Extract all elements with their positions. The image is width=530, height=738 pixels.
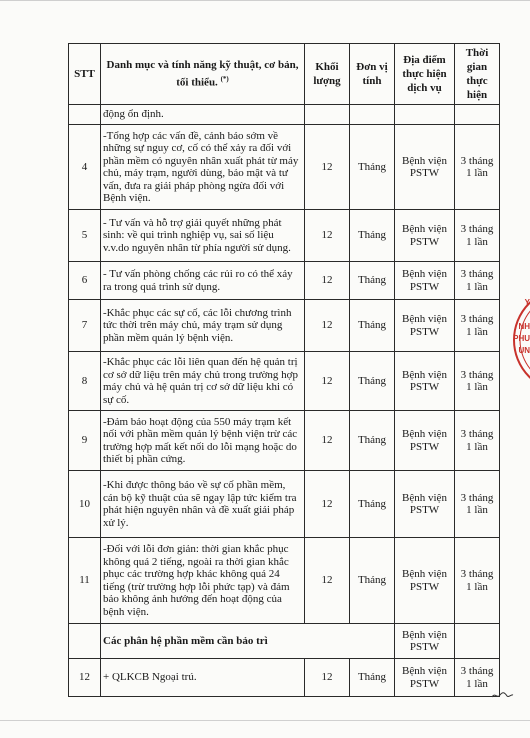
table-row: [69, 352, 500, 411]
group-time-cell: [455, 624, 500, 659]
row-unit: Tháng: [350, 210, 395, 262]
table-row: [69, 659, 500, 697]
table-row: [69, 210, 500, 262]
stamp-text: UN: [518, 346, 530, 355]
row-volume: 12: [305, 538, 350, 624]
table-row: [69, 300, 500, 352]
row-time: 3 tháng 1 lần: [455, 471, 500, 538]
row-time: 3 tháng 1 lần: [455, 300, 500, 352]
row-location: Bệnh viện PSTW: [395, 659, 455, 697]
row-unit: Tháng: [350, 300, 395, 352]
row-location: Bệnh viện PSTW: [395, 262, 455, 300]
continuation-row: [69, 105, 500, 125]
row-volume: 12: [305, 471, 350, 538]
group-stt-cell: [69, 624, 101, 659]
row-unit: Tháng: [350, 262, 395, 300]
row-volume: 12: [305, 210, 350, 262]
row-location: Bệnh viện PSTW: [395, 538, 455, 624]
row-stt: 6: [69, 262, 101, 300]
header-location: Địa điểm thực hiện dịch vụ: [395, 44, 455, 105]
row-description: -Đối với lỗi đơn giản: thời gian khắc phục không quá 2 tiếng, ngoài ra thời gian khắc phục các trường hợp khác không quá 24 tiếng (trừ trường hợp lỗi phức tạp) và đảm bảo không ảnh hưởng đến hoạt động của bệnh viện.: [101, 538, 305, 624]
row-volume: 12: [305, 352, 350, 411]
row-description: -Khắc phục các lỗi liên quan đến hệ quản trị cơ sở dữ liệu trên máy chủ trong trường hợp máy chủ và hệ quản trị cơ sở dữ liệu khi có sự cố.: [101, 352, 305, 411]
row-stt: 10: [69, 471, 101, 538]
row-unit: Tháng: [350, 538, 395, 624]
header-unit: Đơn vị tính: [350, 44, 395, 105]
row-time: 3 tháng 1 lần: [455, 352, 500, 411]
stamp-text: PHU: [513, 334, 530, 343]
row-location: Bệnh viện PSTW: [395, 300, 455, 352]
row-volume: 12: [305, 300, 350, 352]
row-time: 3 tháng 1 lần: [455, 262, 500, 300]
row-time: 3 tháng 1 lần: [455, 125, 500, 210]
header-category-text: Danh mục và tính năng kỹ thuật, cơ bản, tối thiểu.: [106, 59, 299, 89]
header-category: [101, 44, 305, 105]
group-location: Bệnh viện PSTW: [395, 624, 455, 659]
row-stt: 8: [69, 352, 101, 411]
red-stamp-fragment: [508, 292, 530, 388]
header-stt: STT: [69, 44, 101, 105]
table-row: [69, 262, 500, 300]
signature-scribble-icon: [490, 689, 514, 701]
row-location: Bệnh viện PSTW: [395, 411, 455, 471]
service-table: [68, 43, 500, 697]
header-category-note: (*): [220, 75, 229, 84]
stamp-text: NH: [518, 322, 530, 331]
continuation-text: động ổn định.: [101, 105, 305, 125]
row-stt: 4: [69, 125, 101, 210]
row-description: -Khắc phục các sự cố, các lỗi chương trình tức thời trên máy chủ, máy trạm sử dụng phần mềm quản lý bệnh viện.: [101, 300, 305, 352]
row-stt: 12: [69, 659, 101, 697]
row-unit: Tháng: [350, 411, 395, 471]
page-top-edge: [0, 0, 530, 1]
group-label: Các phân hệ phần mềm cần bảo trì: [101, 624, 395, 659]
group-row: [69, 624, 500, 659]
continuation-empty-cell: [350, 105, 395, 125]
row-description: - Tư vấn phòng chống các rủi ro có thể xảy ra trong quá trình sử dụng.: [101, 262, 305, 300]
row-unit: Tháng: [350, 352, 395, 411]
row-location: Bệnh viện PSTW: [395, 210, 455, 262]
row-description: -Đảm bảo hoạt động của 550 máy trạm kết nối với phần mềm quản lý bệnh viện trừ các trường hợp mất kết nối do lỗi mạng hoặc do thiết bị phần cứng.: [101, 411, 305, 471]
row-volume: 12: [305, 125, 350, 210]
continuation-stt-cell: [69, 105, 101, 125]
row-volume: 12: [305, 262, 350, 300]
row-location: Bệnh viện PSTW: [395, 125, 455, 210]
row-stt: 5: [69, 210, 101, 262]
row-volume: 12: [305, 659, 350, 697]
signature-mark: [490, 688, 514, 706]
continuation-empty-cell: [395, 105, 455, 125]
row-unit: Tháng: [350, 659, 395, 697]
row-time: 3 tháng 1 lần: [455, 411, 500, 471]
continuation-empty-cell: [305, 105, 350, 125]
row-description: + QLKCB Ngoại trú.: [101, 659, 305, 697]
page-bottom-edge: [0, 720, 530, 721]
row-unit: Tháng: [350, 471, 395, 538]
row-location: Bệnh viện PSTW: [395, 352, 455, 411]
table-row: [69, 125, 500, 210]
header-row: [69, 44, 500, 105]
row-description: -Khi được thông báo về sự cố phần mềm, cán bộ kỹ thuật của sẽ ngay lập tức kiểm tra phát hiện nguyên nhân và đề xuất giải pháp xử lý.: [101, 471, 305, 538]
row-stt: 11: [69, 538, 101, 624]
row-time: 3 tháng 1 lần: [455, 659, 500, 697]
table-row: [69, 538, 500, 624]
row-location: Bệnh viện PSTW: [395, 471, 455, 538]
row-volume: 12: [305, 411, 350, 471]
row-time: 3 tháng 1 lần: [455, 210, 500, 262]
header-volume: Khối lượng: [305, 44, 350, 105]
continuation-empty-cell: [455, 105, 500, 125]
table-row: [69, 471, 500, 538]
row-stt: 9: [69, 411, 101, 471]
stamp-text: Y: [524, 298, 530, 307]
row-description: -Tổng hợp các vấn đề, cảnh báo sớm về những sự nguy cơ, cố có thể xảy ra đối với phần mềm có nguyên nhân xuất phát từ máy chủ, máy trạm, người dùng, bảo mật và tư vấn, đưa ra giải pháp phòng ngừa đối với Bệnh viện.: [101, 125, 305, 210]
row-stt: 7: [69, 300, 101, 352]
row-unit: Tháng: [350, 125, 395, 210]
row-time: 3 tháng 1 lần: [455, 538, 500, 624]
header-time: Thời gian thực hiện: [455, 44, 500, 105]
row-description: - Tư vấn và hỗ trợ giải quyết những phát sinh: về qui trình nghiệp vụ, sai số liệu v.v.do nguyên nhân từ phía người sử dụng.: [101, 210, 305, 262]
table-row: [69, 411, 500, 471]
